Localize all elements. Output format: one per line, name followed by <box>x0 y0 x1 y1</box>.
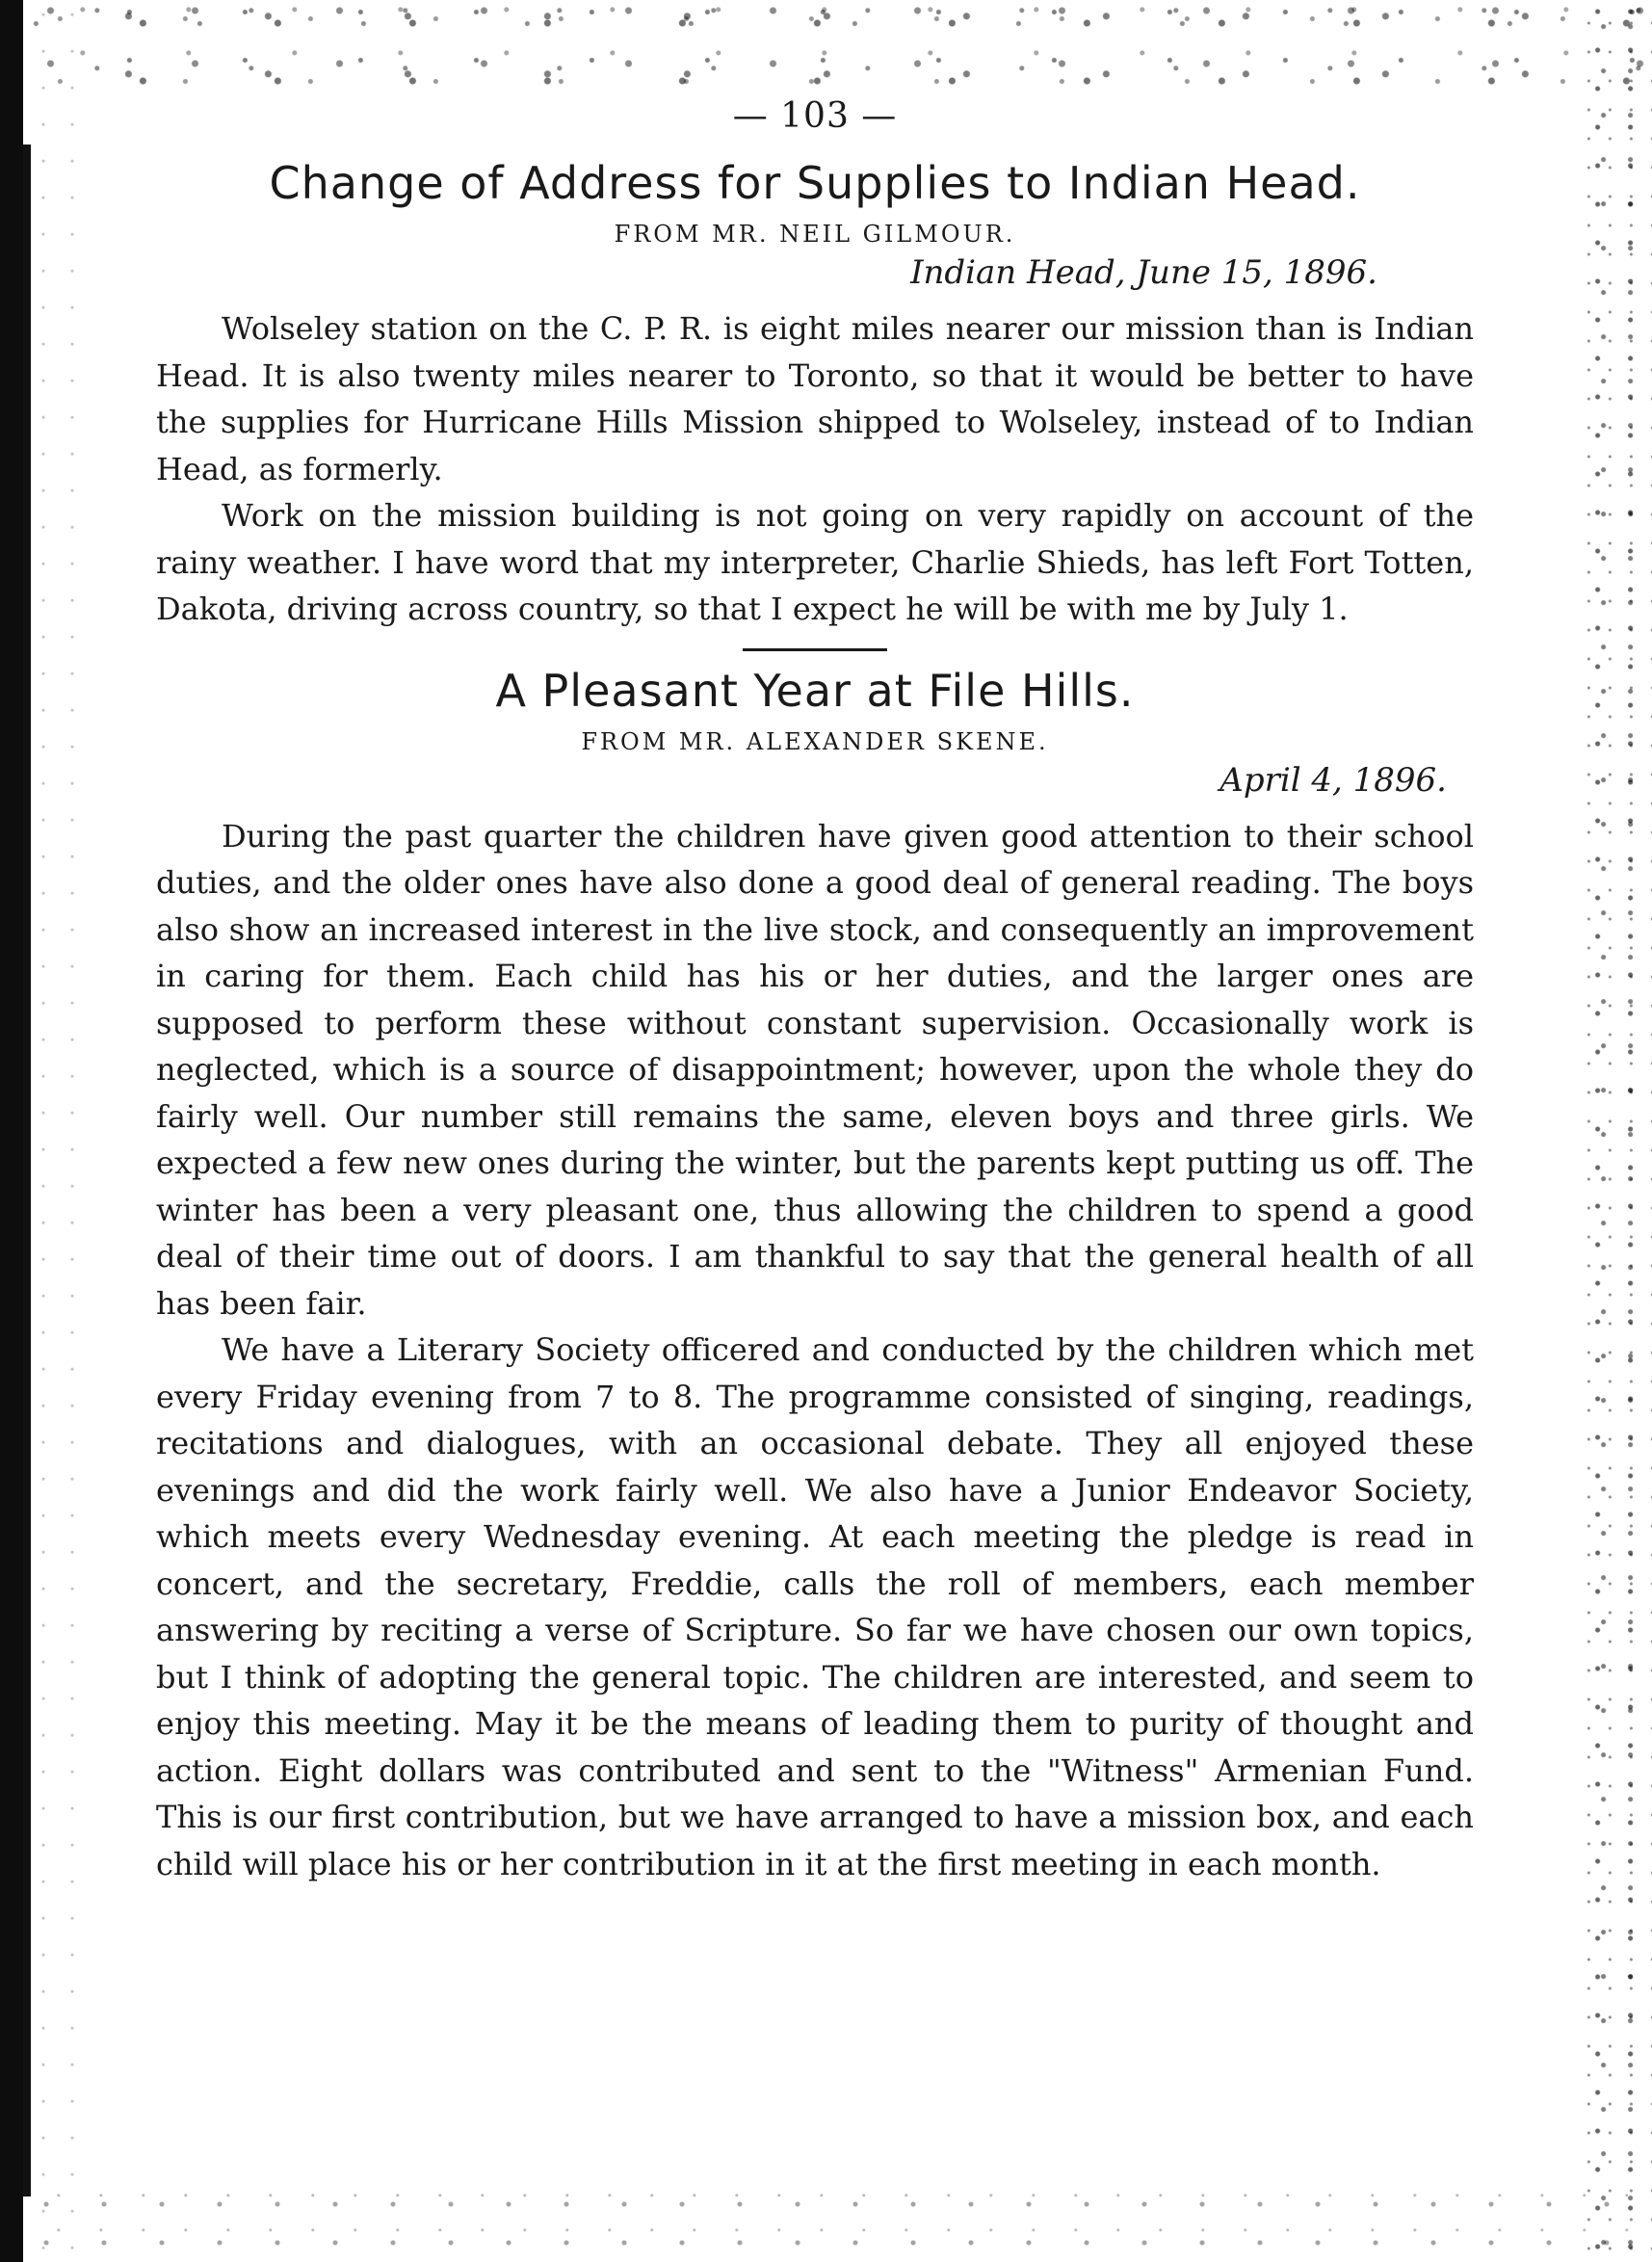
article-title: Change of Address for Supplies to Indian Head. <box>269 157 1361 209</box>
article-title: A Pleasant Year at File Hills. <box>495 664 1135 717</box>
scan-binding-edge <box>0 0 23 2262</box>
article-paragraph: We have a Literary Society officered and conducted by the children which met every Friday evening from 7 to 8. The programme consisted of singing, readings, recitations and dialogues, with an occasional debate. They all enjoyed these evenings and did the work fairly well. We also have a Junior Endeavor Society, which meets every Wednesday evening. At each meeting the pledge is read in concert, and the secretary, Freddie, calls the roll of members, each member answering by reciting a verse of Scripture. So far we have chosen our own topics, but I think of adopting the general topic. The children are interested, and seem to enjoy this meeting. May it be the means of leading them to purity of thought and action. Eight dollars was contributed and sent to the "Witness" Armenian Fund. This is our first contribution, but we have arranged to have a mission box, and each child will place his or her contribution in it at the first meeting in each month. <box>156 1331 1474 1882</box>
article-change-of-address <box>156 157 1474 633</box>
scan-noise-right <box>1585 0 1652 2262</box>
page-content <box>156 96 1474 1887</box>
scan-noise-top <box>0 0 1652 87</box>
scan-noise-bottom <box>29 2185 1652 2262</box>
article-paragraph: Work on the mission building is not going on very rapidly on account of the rainy weather. I have word that my interpreter, Charlie Shieds, has left Fort Totten, Dakota, driving across country, so that I expect he will be with me by July 1. <box>156 497 1474 627</box>
page-number: — 103 — <box>732 96 898 136</box>
scan-noise-left <box>29 0 87 2262</box>
scan-binding-shadow <box>23 145 31 2196</box>
article-paragraph: Wolseley station on the C. P. R. is eight miles nearer our mission than is Indian Head. It is also twenty miles nearer to Toronto, so that it would be better to have the supplies for Hurricane Hills Mission shipped to Wolseley, instead of to Indian Head, as formerly. <box>156 310 1474 487</box>
article-byline: FROM MR. ALEXANDER SKENE. <box>581 727 1049 755</box>
section-divider <box>743 648 887 651</box>
article-dateline: April 4, 1896. <box>1219 760 1447 800</box>
article-byline: FROM MR. NEIL GILMOUR. <box>614 221 1016 248</box>
article-paragraph: During the past quarter the children have given good attention to their school duties, and the older ones have also done a good deal of general reading. The boys also show an increased interest in the live stock, and consequently an improvement in caring for them. Each child has his or her duties, and the larger ones are supposed to perform these without constant supervision. Occasionally work is neglected, which is a source of disappointment; however, upon the whole they do fairly well. Our number still remains the same, eleven boys and three girls. We expected a few new ones during the winter, but the parents kept putting us off. The winter has been a very pleasant one, thus allowing the children to spend a good deal of their time out of doors. I am thankful to say that the general health of all has been fair. <box>156 817 1474 1322</box>
article-pleasant-year <box>156 665 1474 1888</box>
article-dateline: Indian Head, June 15, 1896. <box>910 253 1377 292</box>
